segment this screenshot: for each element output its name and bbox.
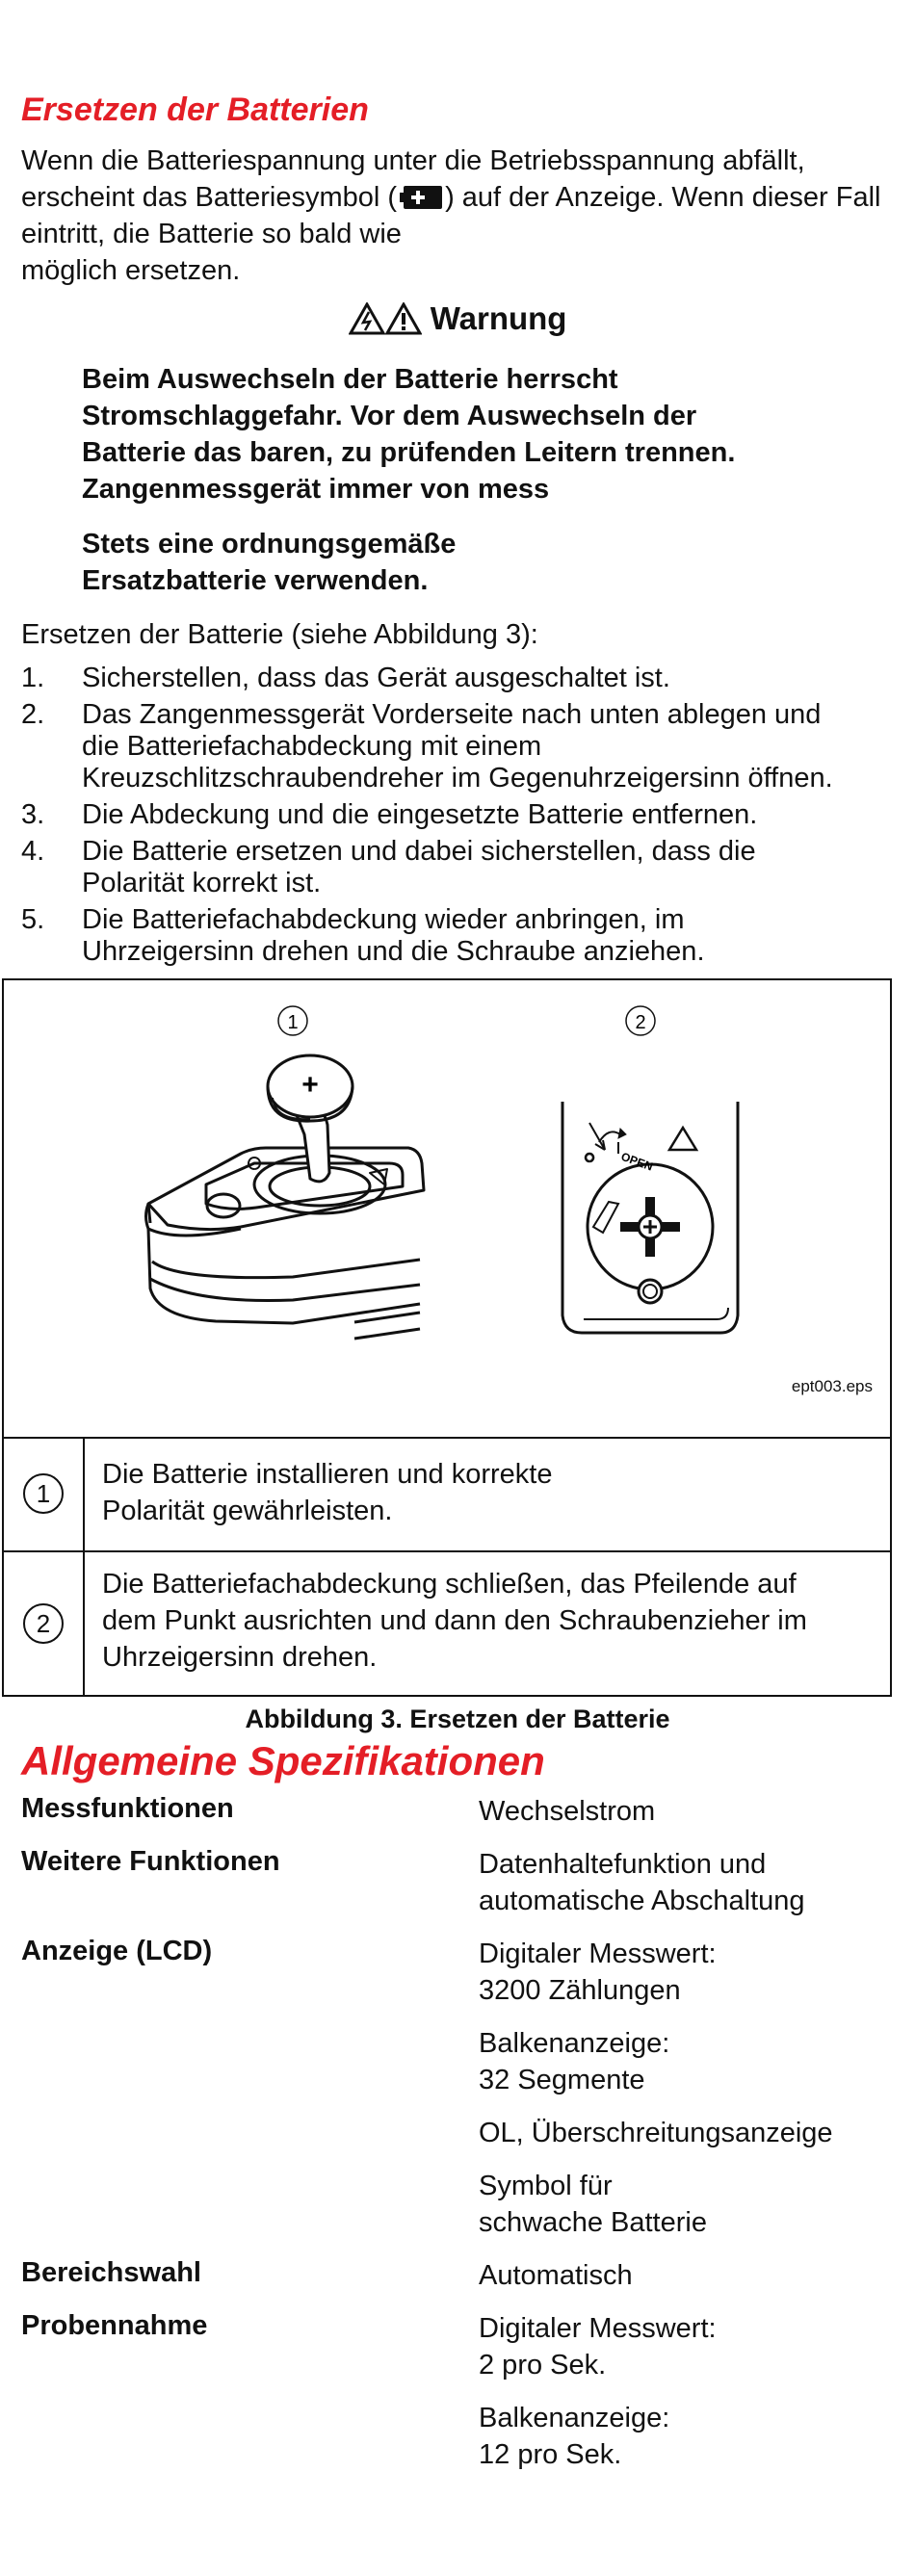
warning-heading <box>0 300 915 337</box>
spec-label: Weitere Funktionen <box>21 1846 280 1877</box>
spec-value: OL, Überschreitungsanzeige <box>479 2118 833 2148</box>
figure-illustration <box>4 980 890 1439</box>
step-text: Das Zangenmessgerät Vorderseite nach unten ablegen und die Batteriefachabdeckung mit einem Kreuzschlitzschraubendreher im Gegenuhrzeigersinn öffnen. <box>82 699 833 794</box>
list-item <box>21 836 907 899</box>
list-item <box>21 699 907 794</box>
battery-intro-paragraph <box>21 143 907 289</box>
steps-intro: Ersetzen der Batterie (siehe Abbildung 3): <box>21 619 538 650</box>
callout-1-label: 1 <box>287 1012 299 1033</box>
caution-warning-icon <box>385 302 422 335</box>
legend-number-cell <box>4 1437 85 1550</box>
meter-back-cover <box>562 1102 738 1333</box>
spec-value: Balkenanzeige: 12 pro Sek. <box>479 2403 670 2470</box>
spec-label: Messfunktionen <box>21 1793 234 1824</box>
callout-1 <box>278 1006 307 1035</box>
intro-text-part3: möglich ersetzen. <box>21 255 241 286</box>
callout-2 <box>626 1006 655 1035</box>
intro-text-part2: ) auf der Anzeige. Wenn dieser Fall eintritt, die Batterie so bald wie <box>21 182 881 249</box>
step-number: 4. <box>21 836 45 867</box>
figure-legend-row-1 <box>4 1437 890 1552</box>
spec-value: Automatisch <box>479 2260 633 2291</box>
warning-title: Warnung <box>430 300 567 336</box>
warning-line: Batterie das baren, zu prüfenden Leitern trennen. <box>82 437 736 468</box>
shock-warning-icon <box>349 302 385 335</box>
spec-value: Wechselstrom <box>479 1796 656 1827</box>
spec-value: Balkenanzeige: 32 Segmente <box>479 2028 670 2095</box>
spec-value: Digitaler Messwert: 3200 Zählungen <box>479 1939 717 2006</box>
legend-text-2: Die Batteriefachabdeckung schließen, das Pfeilende auf dem Punkt ausrichten und dann den Schraubenzieher im Uhrzeigersinn drehen. <box>102 1569 807 1673</box>
cover-open-label: OPEN <box>618 1149 655 1174</box>
step-number: 1. <box>21 663 45 693</box>
meter-with-battery <box>146 1055 425 1339</box>
intro-text-part1: Wenn die Batteriespannung unter die Betriebsspannung abfällt, erscheint das Batteriesymbol ( <box>21 145 805 213</box>
step-text: Sicherstellen, dass das Gerät ausgeschaltet ist. <box>82 663 670 693</box>
battery-icon <box>399 185 443 210</box>
battery-replacement-illustration <box>4 980 890 1437</box>
step-text: Die Batteriefachabdeckung wieder anbringen, im Uhrzeigersinn drehen und die Schraube anziehen. <box>82 904 705 967</box>
spec-value: Symbol für schwache Batterie <box>479 2171 707 2238</box>
warning-text-1 <box>82 361 891 507</box>
warning-line: Stets eine ordnungsgemäße <box>82 529 457 559</box>
warning-line: Beim Auswechseln der Batterie herrscht <box>82 364 618 395</box>
legend-number-cell <box>4 1552 85 1695</box>
step-number: 5. <box>21 904 45 935</box>
spec-label: Bereichswahl <box>21 2257 201 2288</box>
step-number: 2. <box>21 699 45 730</box>
step-text: Die Batterie ersetzen und dabei sicherstellen, dass die Polarität korrekt ist. <box>82 836 756 898</box>
callout-2-label: 2 <box>635 1012 646 1033</box>
section-title-specs: Allgemeine Spezifikationen <box>21 1738 545 1783</box>
legend-text-1: Die Batterie installieren und korrekte Polarität gewährleisten. <box>102 1459 553 1526</box>
spec-label: Anzeige (LCD) <box>21 1936 213 1966</box>
spec-label: Probennahme <box>21 2310 208 2341</box>
figure-filename: ept003.eps <box>791 1377 873 1395</box>
warning-line: Ersatzbatterie verwenden. <box>82 565 429 596</box>
list-item <box>21 799 907 831</box>
warning-line: Zangenmessgerät immer von mess <box>82 474 550 505</box>
battery-plus-sign: + <box>301 1069 319 1101</box>
legend-number-2: 2 <box>23 1603 64 1644</box>
warning-text-2 <box>82 526 891 599</box>
figure-legend-row-2 <box>4 1552 890 1695</box>
step-number: 3. <box>21 799 45 830</box>
list-item <box>21 663 907 694</box>
list-item <box>21 904 907 968</box>
section-title-battery: Ersetzen der Batterien <box>21 91 369 128</box>
figure-3 <box>2 978 892 1697</box>
legend-number-1: 1 <box>23 1473 64 1514</box>
spec-value: Datenhaltefunktion und automatische Abschaltung <box>479 1849 805 1916</box>
spec-value: Digitaler Messwert: 2 pro Sek. <box>479 2313 717 2381</box>
steps-list <box>21 663 907 973</box>
step-text: Die Abdeckung und die eingesetzte Batterie entfernen. <box>82 799 758 830</box>
warning-line: Stromschlaggefahr. Vor dem Auswechseln der <box>82 401 697 431</box>
figure-caption: Abbildung 3. Ersetzen der Batterie <box>245 1704 670 1733</box>
